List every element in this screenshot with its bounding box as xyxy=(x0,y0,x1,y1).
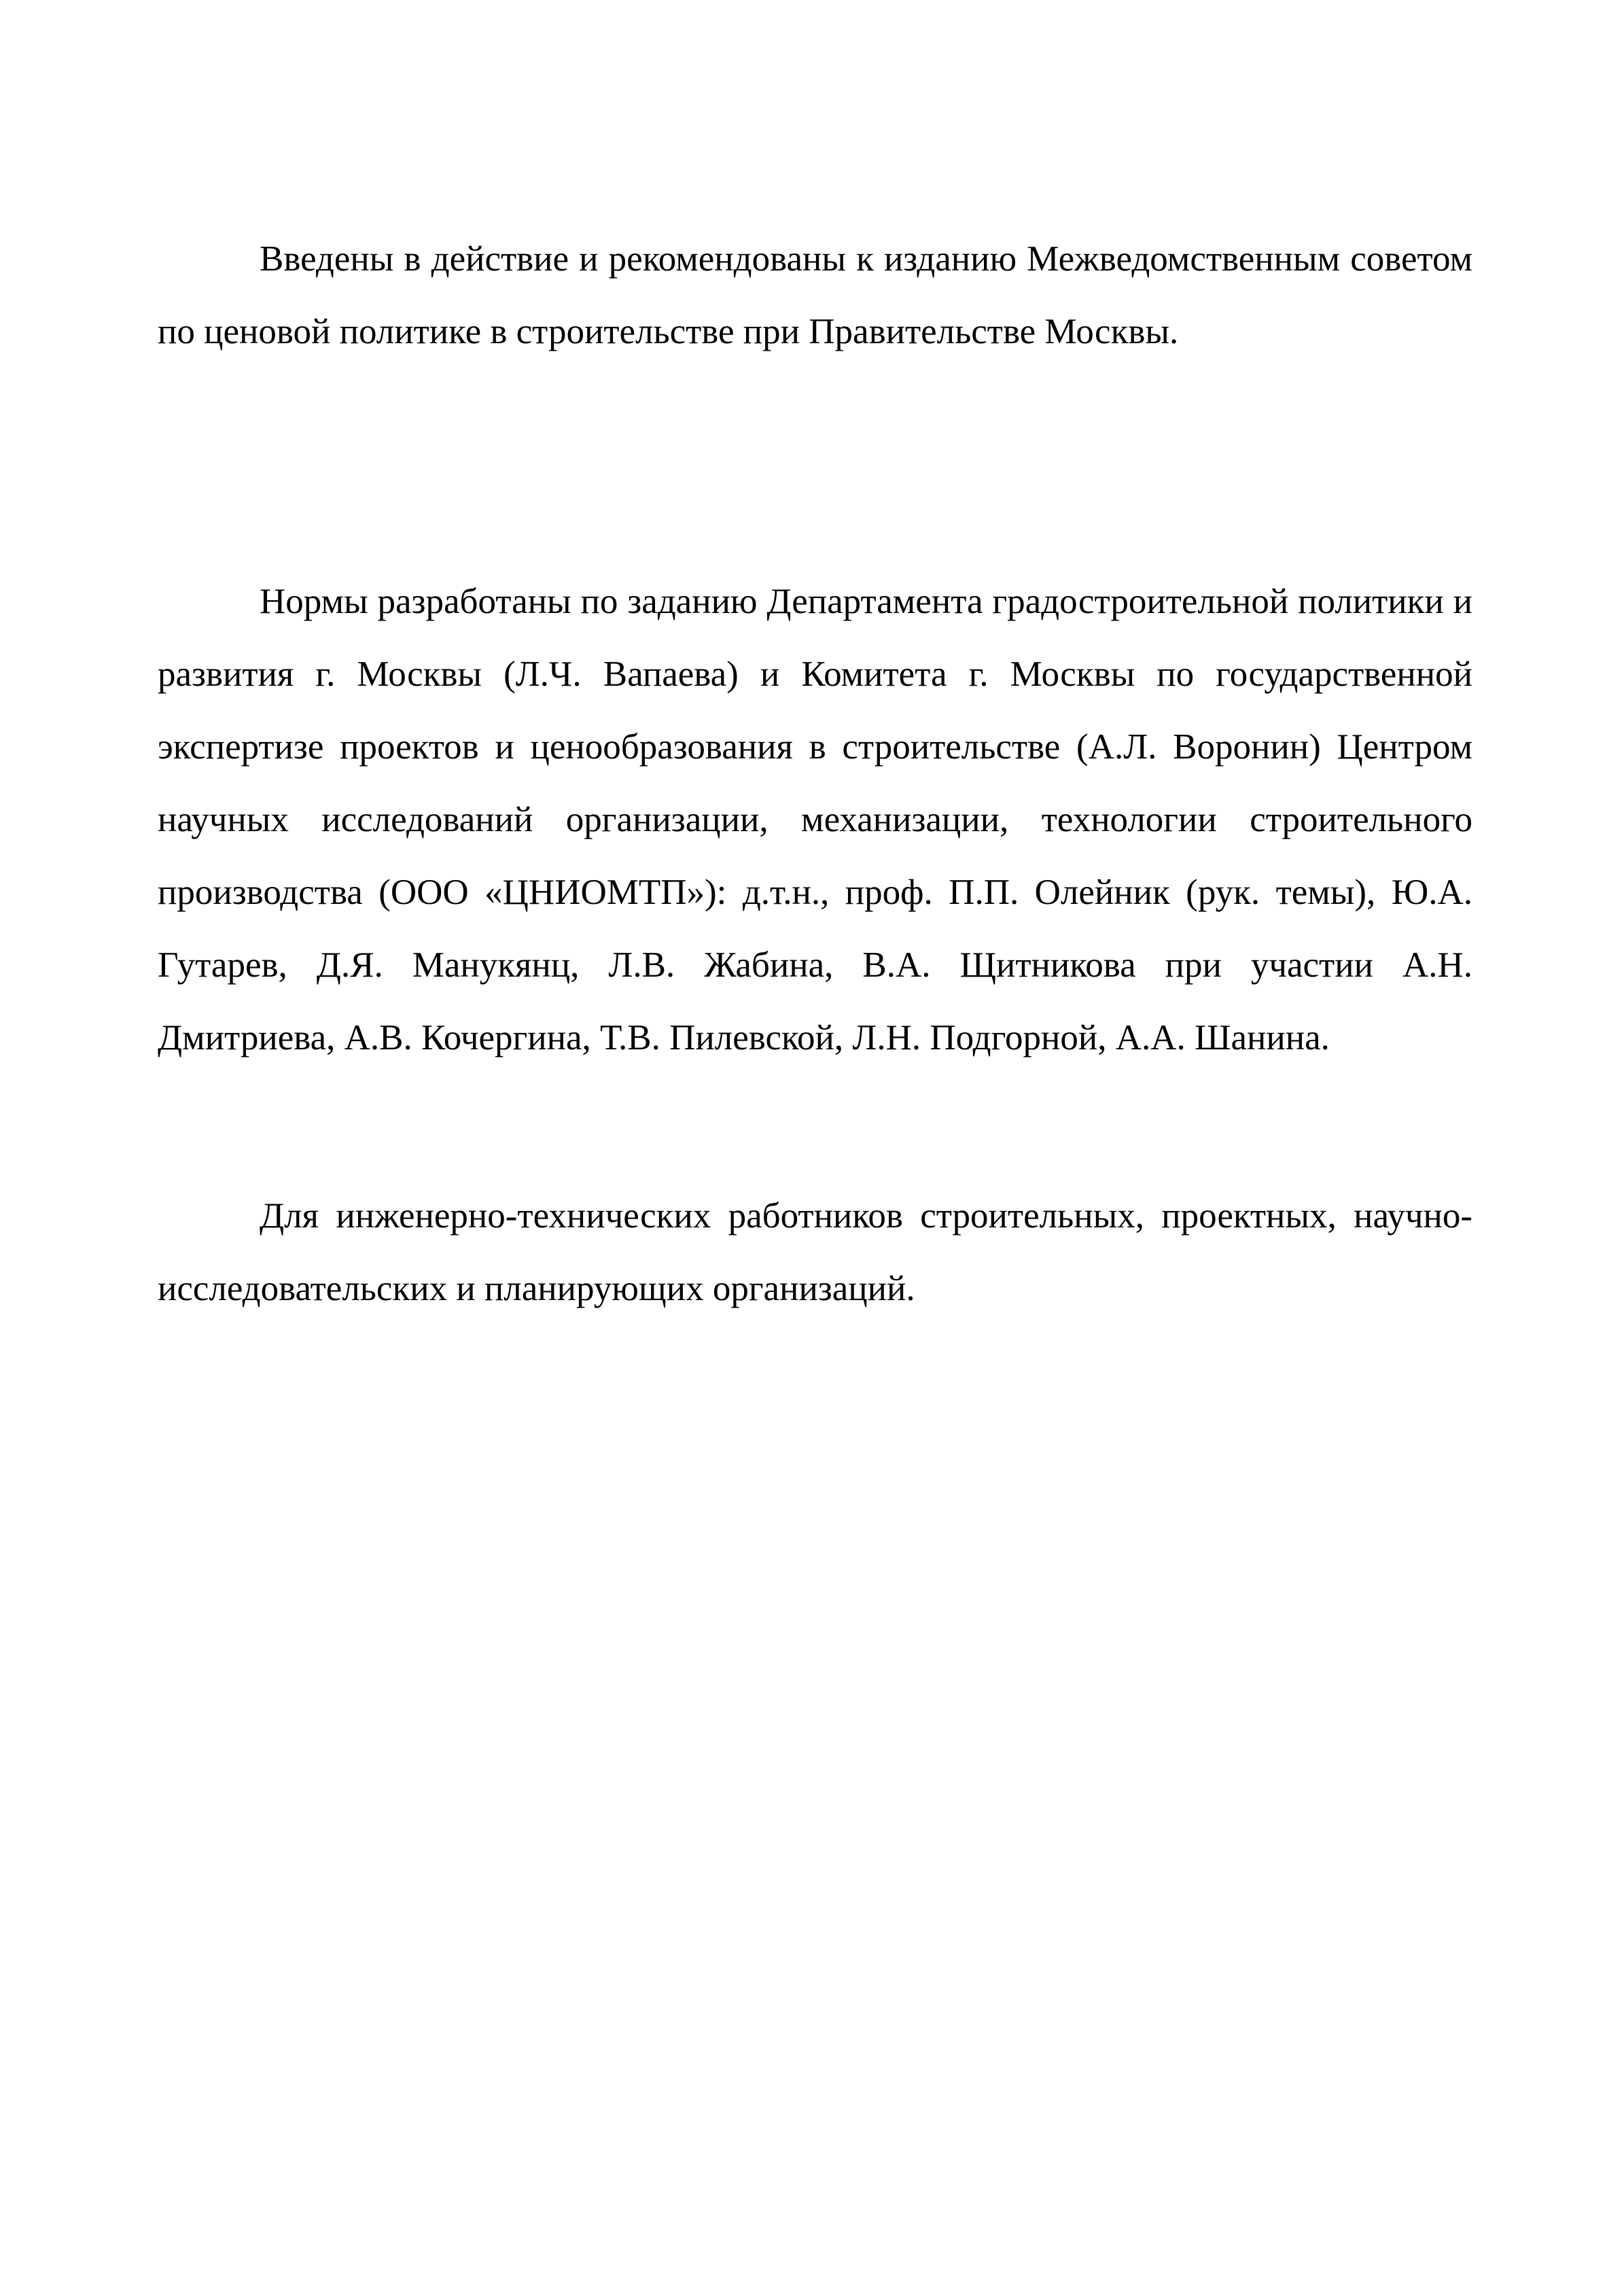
enactment-paragraph: Введены в действие и рекомендованы к изданию Межведомственным советом по ценовой политике в строительстве при Правительстве Москвы. xyxy=(158,239,1472,351)
authors-paragraph: Нормы разработаны по заданию Департамента градостроительной политики и развития г. Москвы (Л.Ч. Вапаева) и Комитета г. Москвы по государственной экспертизе проектов и ценообразования в строительстве (А.Л. Воронин) Центром научных исследований организации, механизации, технологии строительного производства (ООО «ЦНИОМТП»): д.т.н., проф. П.П. Олейник (рук. темы), Ю.А. Гутарев, Д.Я. Манукянц, Л.В. Жабина, В.А. Щитникова при участии А.Н. Дмитриева, А.В. Кочергина, Т.В. Пилевской, Л.Н. Подгорной, А.А. Шанина. xyxy=(158,582,1472,1057)
audience-paragraph: Для инженерно-технических работников строительных, проектных, научно-исследовательских и планирующих организаций. xyxy=(158,1196,1472,1308)
